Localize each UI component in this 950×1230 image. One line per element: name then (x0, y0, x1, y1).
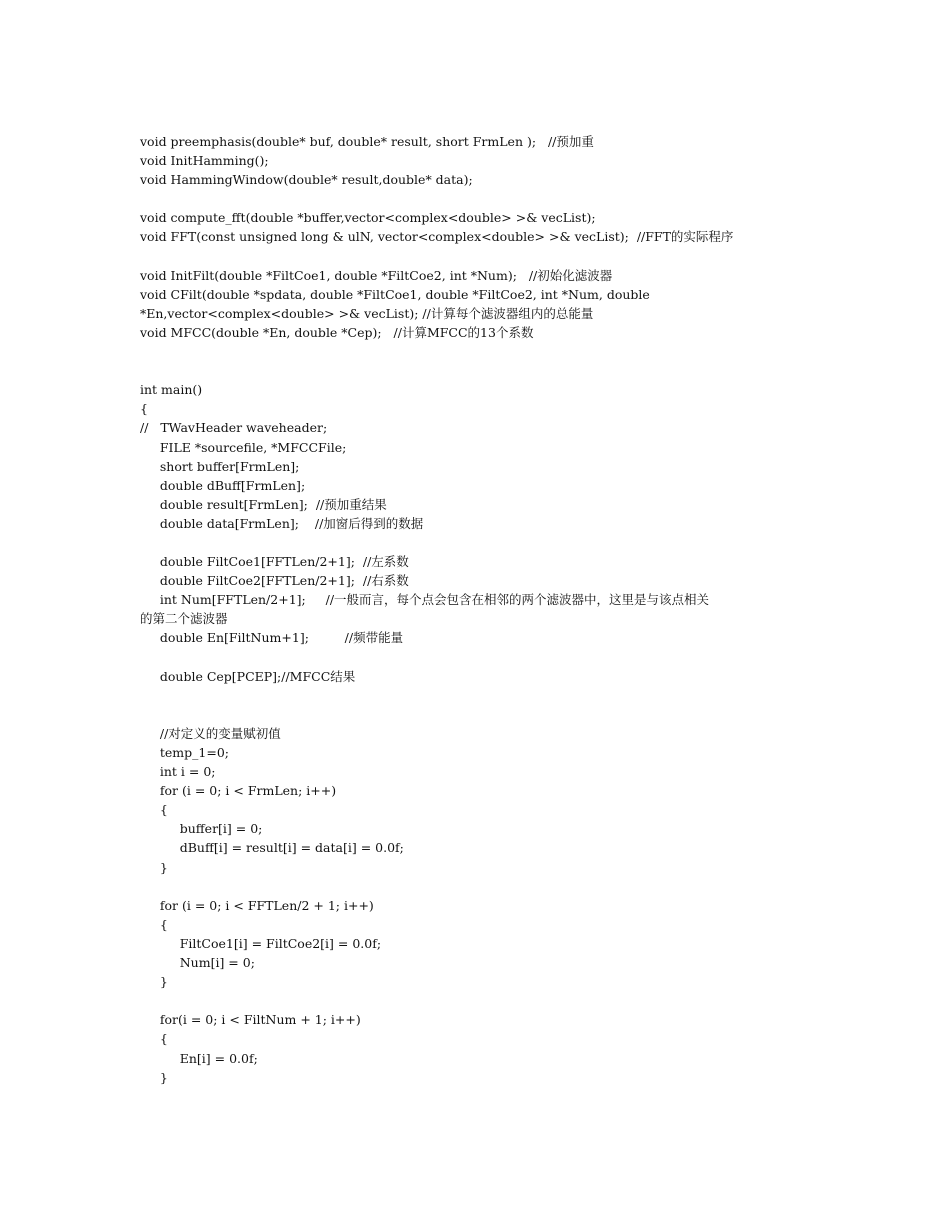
code-line (140, 705, 840, 724)
code-line: double FiltCoe2[FFTLen/2+1]; //右系数 (140, 573, 409, 589)
code-line: double result[FrmLen]; //预加重结果 (140, 496, 387, 512)
code-line: void preemphasis(double* buf, double* result, short FrmLen ); //预加重 (140, 134, 594, 149)
code-line: double Cep[PCEP];//MFCC结果 (140, 668, 356, 684)
code-line: { (140, 916, 168, 932)
code-line: for (i = 0; i < FFTLen/2 + 1; i++) (140, 897, 374, 913)
code-line: FiltCoe1[i] = FiltCoe2[i] = 0.0f; (140, 935, 382, 951)
code-line (140, 686, 840, 705)
code-line: for(i = 0; i < FiltNum + 1; i++) (140, 1012, 361, 1028)
code-line: void compute_fft(double *buffer,vector<complex<double> >& vecList); (140, 210, 596, 226)
code-line: //对定义的变量赋初值 (140, 725, 281, 741)
code-line: int main() (140, 382, 203, 398)
code-line (140, 877, 840, 896)
code-listing (140, 132, 840, 1087)
code-line: dBuff[i] = result[i] = data[i] = 0.0f; (140, 840, 404, 856)
code-line: short buffer[FrmLen]; (140, 458, 300, 474)
code-line: } (140, 974, 168, 990)
code-line: int Num[FFTLen/2+1]; //一般而言，每个点会包含在相邻的两个滤波器中，这里是与该点相关 (140, 592, 710, 608)
code-line: double data[FrmLen]; //加窗后得到的数据 (140, 515, 424, 531)
code-line: Num[i] = 0; (140, 955, 255, 971)
code-line: void MFCC(double *En, double *Cep); //计算MFCC的13个系数 (140, 324, 534, 340)
code-line: void FFT(const unsigned long & ulN, vector<complex<double> >& vecList); //FFT的实际程序 (140, 229, 734, 245)
code-line: void CFilt(double *spdata, double *FiltCoe1, double *FiltCoe2, int *Num, double (140, 286, 650, 302)
code-line (140, 648, 840, 667)
code-line: FILE *sourcefile, *MFCCFile; (140, 439, 347, 455)
code-line: 的第二个滤波器 (140, 611, 228, 627)
code-line (140, 189, 840, 208)
code-line: } (140, 859, 168, 875)
code-line: double En[FiltNum+1]; //频带能量 (140, 630, 404, 646)
code-line: // TWavHeader waveheader; (140, 420, 328, 436)
code-line: double dBuff[FrmLen]; (140, 477, 306, 493)
code-line (140, 533, 840, 552)
code-line: void HammingWindow(double* result,double* data); (140, 172, 473, 188)
code-line: En[i] = 0.0f; (140, 1050, 258, 1066)
code-line: double FiltCoe1[FFTLen/2+1]; //左系数 (140, 554, 409, 570)
code-line: buffer[i] = 0; (140, 821, 263, 837)
code-line (140, 342, 840, 361)
code-line (140, 361, 840, 380)
code-line: temp_1=0; (140, 745, 229, 760)
code-line: *En,vector<complex<double> >& vecList); //计算每个滤波器组内的总能量 (140, 305, 594, 321)
code-line: void InitFilt(double *FiltCoe1, double *FiltCoe2, int *Num); //初始化滤波器 (140, 267, 613, 283)
code-line: } (140, 1069, 168, 1085)
code-line: int i = 0; (140, 764, 216, 780)
code-line: { (140, 802, 168, 818)
code-line (140, 247, 840, 266)
code-line: { (140, 401, 148, 417)
code-line (140, 991, 840, 1010)
code-line: { (140, 1031, 168, 1047)
code-line: for (i = 0; i < FrmLen; i++) (140, 783, 337, 799)
code-line: void InitHamming(); (140, 153, 269, 169)
